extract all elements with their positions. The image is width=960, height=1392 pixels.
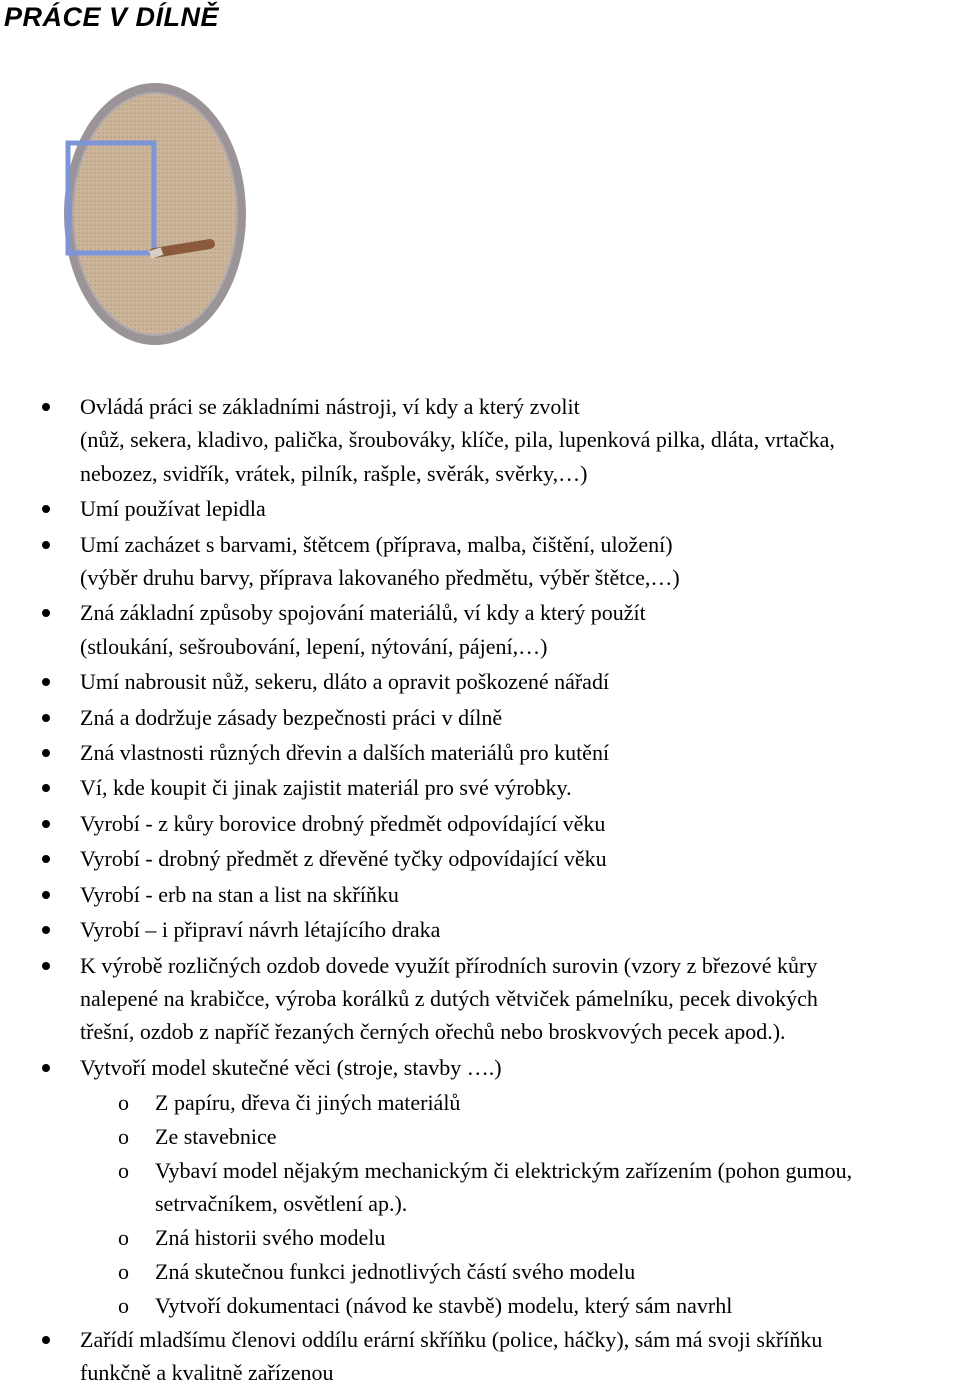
list-item bbox=[0, 701, 960, 734]
list-item bbox=[0, 842, 960, 875]
list-item-text: Vyrobí - drobný předmět z dřevěné tyčky odpovídající věku bbox=[80, 846, 607, 872]
bullet-icon bbox=[42, 1064, 50, 1072]
bullet-icon bbox=[42, 749, 50, 757]
sub-list-item-text: Ze stavebnice bbox=[155, 1124, 277, 1150]
list-item-text: Zná základní způsoby spojování materiálů, ví kdy a který použít (stloukání, sešroubování, lepení, nýtování, pájení,…) bbox=[80, 600, 646, 659]
list-item bbox=[0, 665, 960, 698]
list-item bbox=[0, 1323, 960, 1390]
bullet-icon bbox=[42, 1336, 50, 1344]
sub-list-item bbox=[0, 1221, 960, 1254]
sub-bullet-icon: o bbox=[118, 1225, 129, 1251]
sub-list-item bbox=[0, 1289, 960, 1322]
list-item-text: Ví, kde koupit či jinak zajistit materiál pro své výrobky. bbox=[80, 775, 572, 801]
list-item bbox=[0, 878, 960, 911]
sub-bullet-icon: o bbox=[118, 1090, 129, 1116]
list-item-text: Umí používat lepidla bbox=[80, 496, 266, 522]
list-item bbox=[0, 807, 960, 840]
requirements-list bbox=[0, 390, 960, 1392]
bullet-icon bbox=[42, 891, 50, 899]
bullet-icon bbox=[42, 962, 50, 970]
list-item bbox=[0, 528, 960, 595]
list-item-text: Zařídí mladšímu členovi oddílu erární skříňku (police, háčky), sám má svoji skříňku funkčně a kvalitně zařízenou bbox=[80, 1326, 823, 1386]
list-item-text: Umí nabrousit nůž, sekeru, dláto a opravit poškozené nářadí bbox=[80, 669, 610, 695]
sub-bullet-icon: o bbox=[118, 1259, 129, 1285]
list-item-text: Vyrobí - z kůry borovice drobný předmět odpovídající věku bbox=[80, 810, 606, 836]
bullet-icon bbox=[42, 609, 50, 617]
list-item bbox=[0, 1051, 960, 1084]
bullet-icon bbox=[42, 541, 50, 549]
sub-list-item bbox=[0, 1255, 960, 1288]
list-item-text: Zná a dodržuje zásady bezpečnosti práci v dílně bbox=[80, 704, 503, 730]
list-item bbox=[0, 913, 960, 946]
bullet-icon bbox=[42, 403, 50, 411]
list-item-text: Vyrobí – i připraví návrh létajícího draka bbox=[80, 917, 441, 943]
sub-list-item-text: Zná historii svého modelu bbox=[155, 1225, 386, 1251]
paintbrush-frame-patch-icon bbox=[62, 80, 248, 348]
sub-list-item bbox=[0, 1120, 960, 1153]
sub-list-item-text: Zná skutečnou funkci jednotlivých částí svého modelu bbox=[155, 1259, 636, 1285]
list-item bbox=[0, 596, 960, 663]
sub-list-item bbox=[0, 1086, 960, 1119]
list-item-text: Zná vlastnosti různých dřevin a dalších materiálů pro kutění bbox=[80, 740, 610, 766]
bullet-icon bbox=[42, 714, 50, 722]
sub-bullet-icon: o bbox=[118, 1124, 129, 1150]
list-item-text: Vytvoří model skutečné věci (stroje, stavby ….) bbox=[80, 1054, 502, 1080]
sub-bullet-icon: o bbox=[118, 1157, 129, 1183]
sub-list-item-text: Z papíru, dřeva či jiných materiálů bbox=[155, 1090, 461, 1116]
list-item bbox=[0, 390, 960, 490]
bullet-icon bbox=[42, 926, 50, 934]
sub-list-item bbox=[0, 1154, 960, 1221]
list-item bbox=[0, 949, 960, 1049]
list-item bbox=[0, 492, 960, 525]
page-title: PRÁCE V DÍLNĚ bbox=[4, 2, 220, 32]
sub-bullet-icon: o bbox=[118, 1293, 129, 1319]
list-item-text: Vyrobí - erb na stan a list na skříňku bbox=[80, 881, 399, 907]
bullet-icon bbox=[42, 505, 50, 513]
list-item-text: Ovládá práci se základními nástroji, ví kdy a který zvolit (nůž, sekera, kladivo, palička, šroubováky, klíče, pila, lupenková pilka, dláta, vrtačka, nebozez, svidřík, vrátek, pilník, rašple, svěrák, svěrky,…) bbox=[80, 394, 835, 486]
list-item bbox=[0, 771, 960, 804]
bullet-icon bbox=[42, 678, 50, 686]
list-item-text: Umí zacházet s barvami, štětcem (příprava, malba, čištění, uložení) (výběr druhu barvy, příprava lakovaného předmětu, výběr štětce,…) bbox=[80, 531, 680, 591]
list-item bbox=[0, 736, 960, 769]
bullet-icon bbox=[42, 855, 50, 863]
bullet-icon bbox=[42, 820, 50, 828]
sub-list-item-text: Vybaví model nějakým mechanickým či elektrickým zařízením (pohon gumou, setrvačníkem, osvětlení ap.). bbox=[155, 1157, 853, 1217]
list-item-text: K výrobě rozličných ozdob dovede využít přírodních surovin (vzory z březové kůry nalepené na krabičce, výroba korálků z dutých větviček pámelníku, pecek divokých třešní, ozdob z napříč řezaných černých ořechů nebo broskvových pecek apod.). bbox=[80, 952, 818, 1045]
sub-list-item-text: Vytvoří dokumentaci (návod ke stavbě) modelu, který sám navrhl bbox=[155, 1293, 733, 1319]
bullet-icon bbox=[42, 784, 50, 792]
